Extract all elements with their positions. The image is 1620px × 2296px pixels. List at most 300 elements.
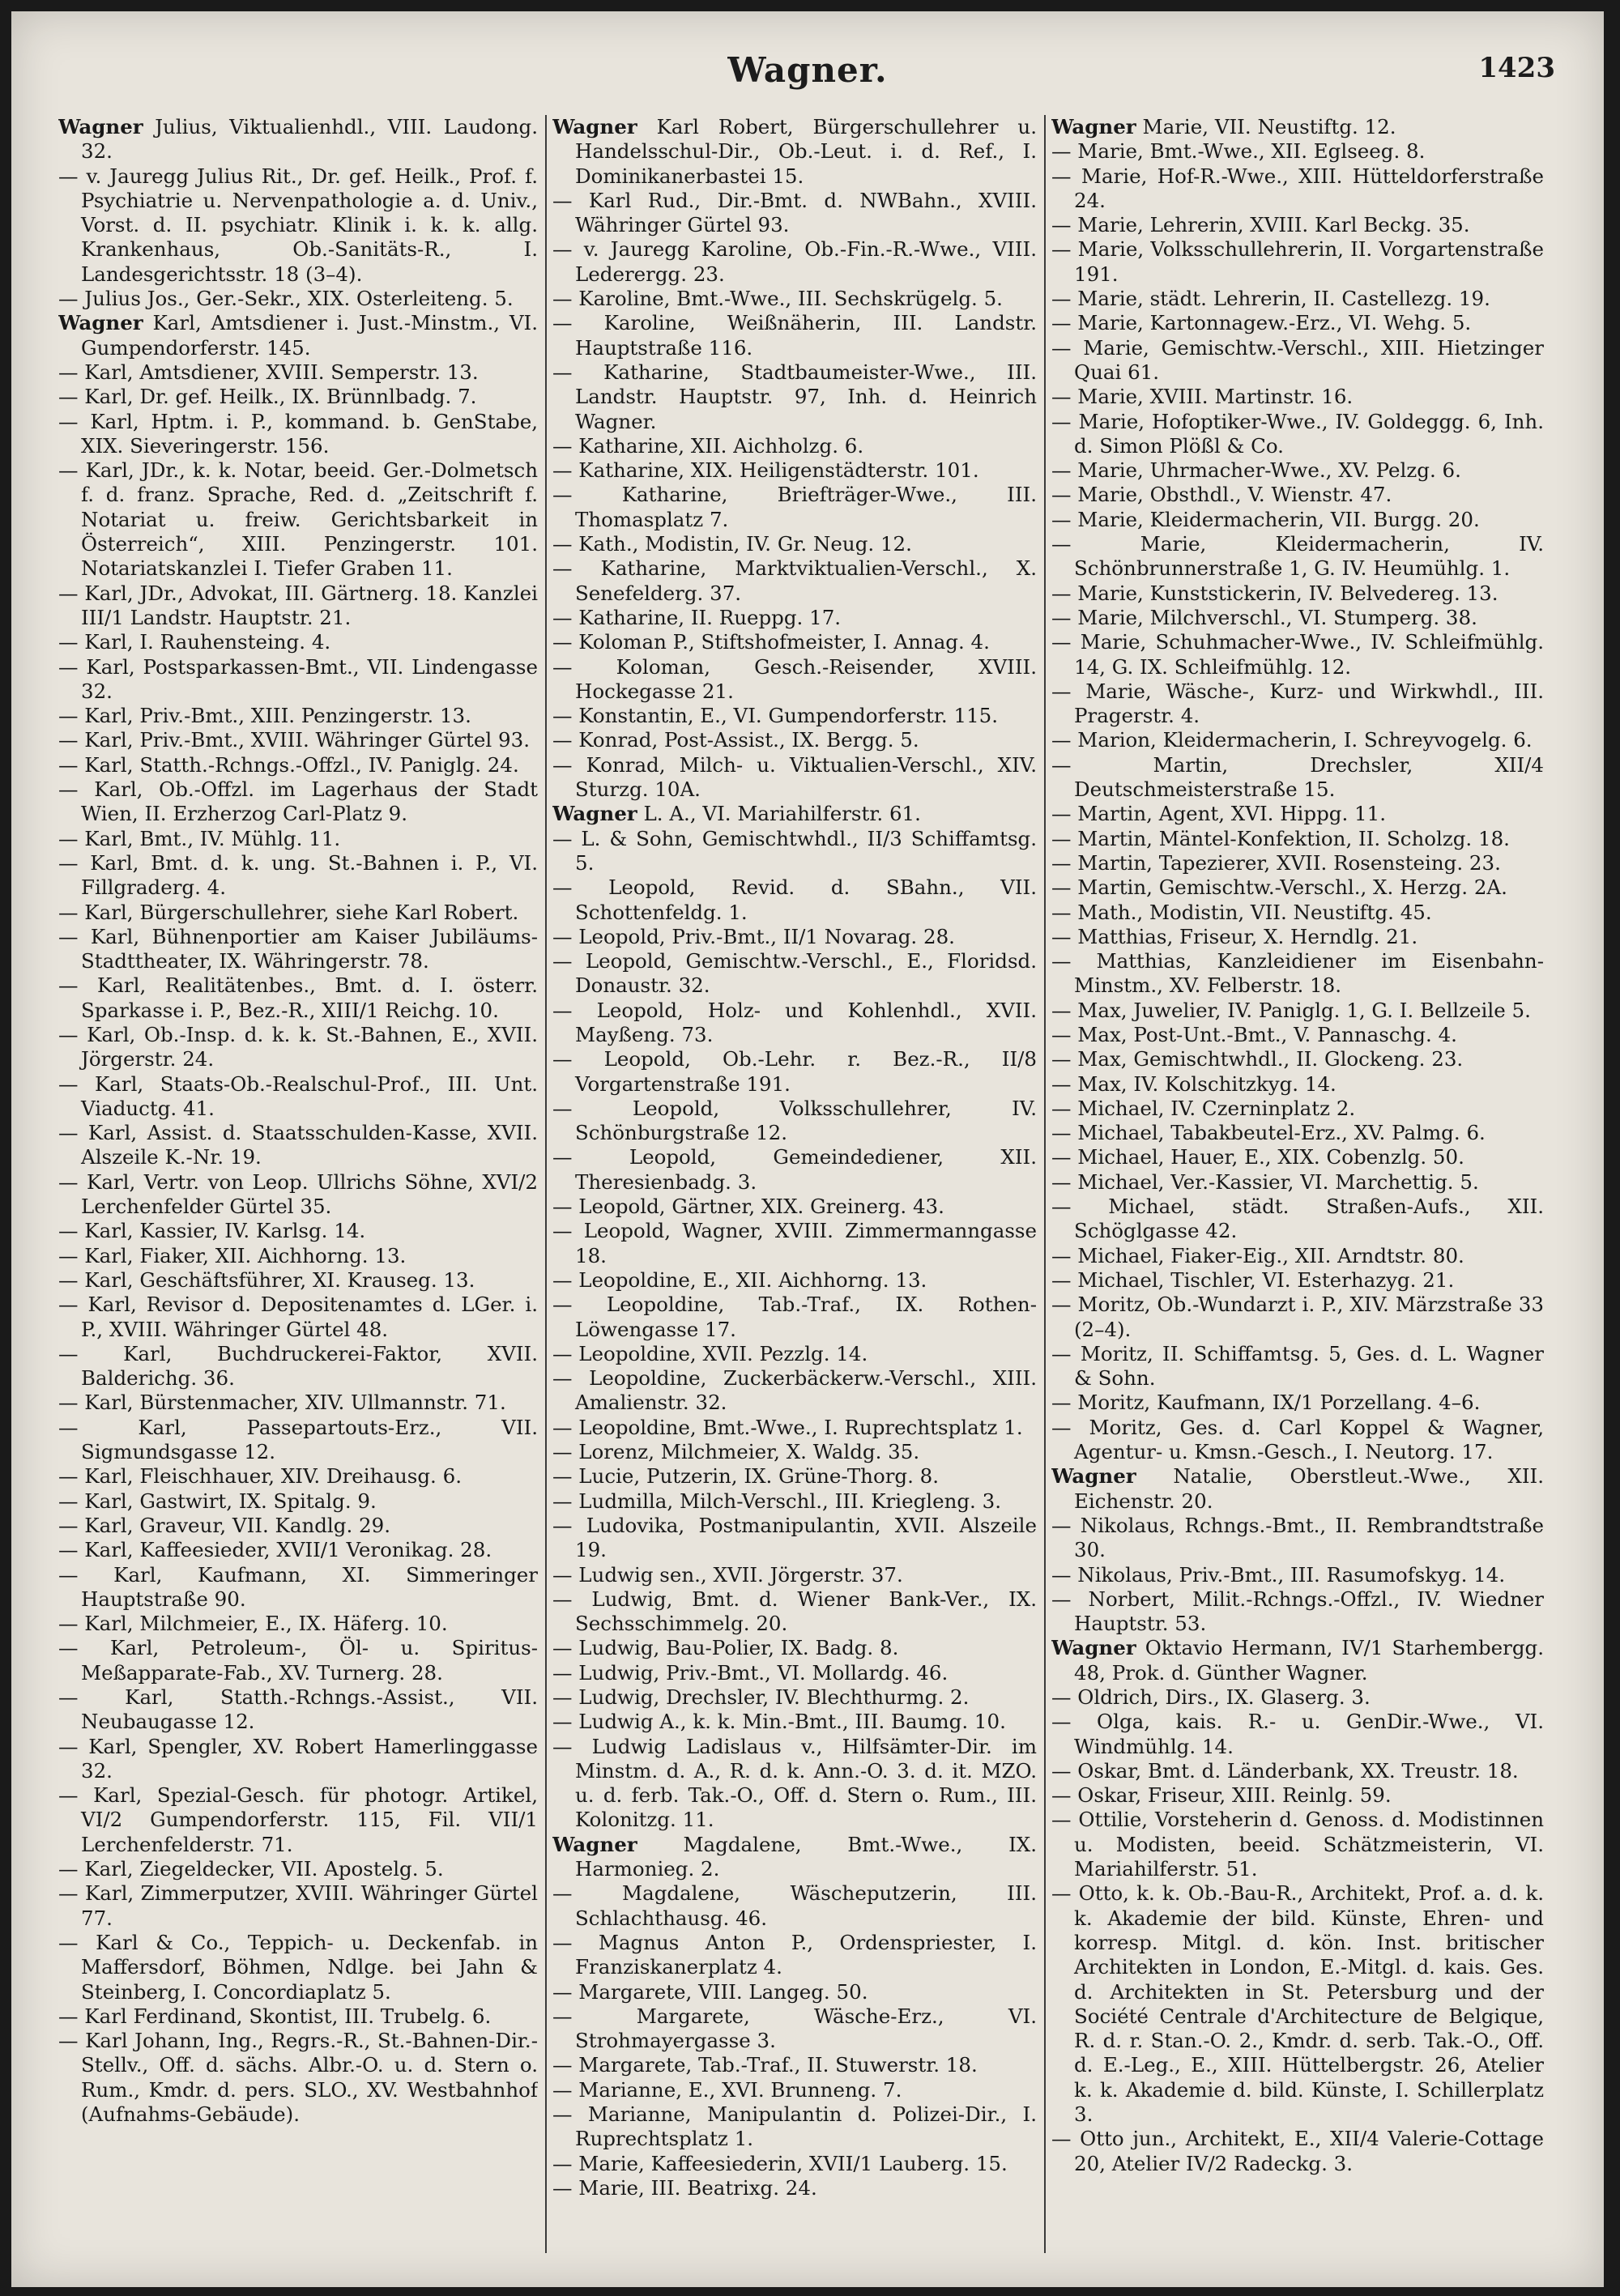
entry-text: — Nikolaus, Rchngs.-Bmt., II. Rembrandtstraße 30.	[1051, 1513, 1544, 1562]
entry-text: — Ludwig, Drechsler, IV. Blechthurmg. 2.	[552, 1685, 970, 1709]
directory-entry	[58, 1636, 538, 1685]
directory-entry	[552, 360, 1037, 434]
directory-entry	[1051, 1808, 1544, 1881]
directory-entry	[552, 1097, 1037, 1146]
directory-entry	[1051, 532, 1544, 581]
directory-entry	[58, 1685, 538, 1735]
entry-text: — v. Jauregg Julius Rit., Dr. gef. Heilk., Prof. f. Psychiatrie u. Nervenpathologie a. d. Univ., Vorst. d. II. psychiatr. Klinik i. k. k. allg. Krankenhaus, Ob.-Sanitäts-R., I. Landesgerichtsstr. 18 (3–4).	[58, 164, 538, 286]
entry-text: — Karl, Fiaker, XII. Aichhorng. 13.	[58, 1243, 407, 1267]
entry-text: — Katharine, XIX. Heiligenstädterstr. 101.	[552, 458, 979, 483]
directory-entry	[1051, 1759, 1544, 1783]
directory-entry	[552, 1931, 1037, 1980]
directory-entry	[1051, 164, 1544, 214]
entry-text: — Karl, Amtsdiener, XVIII. Semperstr. 13.	[58, 360, 479, 384]
entry-text: — Karl, Bürgerschullehrer, siehe Karl Robert.	[58, 900, 519, 924]
entry-text: — Karl, Dr. gef. Heilk., IX. Brünnlbadg. 7.	[58, 385, 477, 409]
entry-text: Karl, Amtsdiener i. Just.-Minstm., VI. Gumpendorferstr. 145.	[81, 311, 538, 360]
entry-text: — Karl, Statth.-Rchngs.-Offzl., IV. Paniglg. 24.	[58, 752, 519, 777]
directory-entry	[1051, 213, 1544, 237]
directory-entry	[1051, 1145, 1544, 1169]
directory-entry	[58, 777, 538, 827]
directory-entry	[1051, 1047, 1544, 1071]
entry-text: — Karl, Kaufmann, XI. Simmeringer Hauptstraße 90.	[58, 1562, 538, 1611]
directory-entry	[58, 704, 538, 728]
entry-text: — Ludwig, Priv.-Bmt., VI. Mollardg. 46.	[552, 1660, 949, 1685]
column-2	[552, 115, 1037, 2261]
directory-entry	[1051, 287, 1544, 311]
directory-entry	[552, 1293, 1037, 1342]
directory-entry	[552, 2053, 1037, 2077]
directory-entry	[552, 1342, 1037, 1366]
entry-text: — Math., Modistin, VII. Neustiftg. 45.	[1051, 900, 1432, 924]
directory-entry	[58, 827, 538, 851]
entry-text: — Karl, Spezial-Gesch. für photogr. Artikel, VI/2 Gumpendorferstr. 115, Fil. VII/1 Lerchenfelderstr. 71.	[58, 1783, 538, 1856]
directory-entry	[58, 1514, 538, 1538]
directory-entry	[552, 189, 1037, 238]
directory-entry	[1051, 311, 1544, 335]
directory-entry	[552, 753, 1037, 803]
entry-text: — Leopold, Wagner, XVIII. Zimmermanngasse 18.	[552, 1219, 1037, 1267]
directory-entry	[1051, 581, 1544, 606]
entry-text: — Karl Ferdinand, Skontist, III. Trubelg. 6.	[58, 2004, 492, 2028]
directory-entry	[552, 2152, 1037, 2176]
directory-entry	[1051, 1563, 1544, 1587]
directory-entry	[58, 1735, 538, 1784]
directory-entry	[58, 115, 538, 164]
entry-text: — Karl, Bmt., IV. Mühlg. 11.	[58, 826, 341, 850]
entry-text: — Nikolaus, Priv.-Bmt., III. Rasumofskyg. 14.	[1051, 1562, 1506, 1587]
directory-entry	[1051, 679, 1544, 729]
entry-text: — Karl, Assist. d. Staatsschulden-Kasse, XVII. Alszeile K.-Nr. 19.	[58, 1121, 538, 1169]
directory-entry	[552, 1416, 1037, 1440]
entry-text: — Kath., Modistin, IV. Gr. Neug. 12.	[552, 532, 912, 556]
directory-entry	[1051, 827, 1544, 851]
entry-text: — Katharine, XII. Aichholzg. 6.	[552, 433, 864, 458]
directory-entry	[1051, 483, 1544, 507]
entry-text: — Leopold, Priv.-Bmt., II/1 Novarag. 28.	[552, 924, 955, 948]
directory-entry	[552, 1636, 1037, 1660]
entry-text: — Karl, Fleischhauer, XIV. Dreihausg. 6.	[58, 1464, 462, 1489]
entry-text: — Leopoldine, Zuckerbäckerw.-Verschl., XIII. Amalienstr. 32.	[552, 1366, 1037, 1415]
directory-entry	[552, 2078, 1037, 2102]
directory-entry	[58, 1881, 538, 1931]
entry-text: — Marion, Kleidermacherin, I. Schreyvogelg. 6.	[1051, 728, 1533, 752]
entry-text: — Martin, Mäntel-Konfektion, II. Scholzg. 18.	[1051, 826, 1510, 850]
directory-entry	[1051, 410, 1544, 459]
entry-text: — Katharine, Stadtbaumeister-Wwe., III. Landstr. Hauptstr. 97, Inh. d. Heinrich Wagner.	[552, 360, 1037, 433]
entry-text: — Marie, Gemischtw.-Verschl., XIII. Hietzinger Quai 61.	[1051, 335, 1544, 384]
entry-text: — Koloman P., Stiftshofmeister, I. Annag. 4.	[552, 630, 990, 654]
directory-entry	[1051, 1464, 1544, 1514]
entry-text: — Leopold, Gemeindediener, XII. Theresienbadg. 3.	[552, 1145, 1037, 1194]
directory-entry	[58, 1857, 538, 1881]
entry-text: — Marie, XVIII. Martinstr. 16.	[1051, 385, 1354, 409]
entry-text: — Moritz, Kaufmann, IX/1 Porzellang. 4–6.	[1051, 1391, 1481, 1415]
entry-text: — Karl, Petroleum-, Öl- u. Spiritus-Meßapparate-Fab., XV. Turnerg. 28.	[58, 1636, 538, 1685]
directory-entry	[552, 1219, 1037, 1268]
directory-entry	[1051, 606, 1544, 630]
entry-text: — Karl, Buchdruckerei-Faktor, XVII. Balderichg. 36.	[58, 1341, 538, 1391]
entry-text: — Marie, Obsthdl., V. Wienstr. 47.	[1051, 483, 1392, 507]
entry-text: — Koloman, Gesch.-Reisender, XVIII. Hockegasse 21.	[552, 654, 1037, 703]
entry-text: — Karl, Bürstenmacher, XIV. Ullmannstr. 71.	[58, 1391, 506, 1415]
directory-entry	[1051, 1685, 1544, 1710]
entry-text: — Konstantin, E., VI. Gumpendorferstr. 115.	[552, 704, 999, 728]
directory-entry	[58, 728, 538, 752]
entry-text: — Karl, Revisor d. Depositenamtes d. LGer. i. P., XVIII. Währinger Gürtel 48.	[58, 1293, 538, 1341]
directory-entry	[58, 311, 538, 360]
entry-text: — Leopold, Volksschullehrer, IV. Schönburgstraße 12.	[552, 1096, 1037, 1145]
directory-entry	[58, 630, 538, 654]
entry-text: — Karl, Passepartouts-Erz., VII. Sigmundsgasse 12.	[58, 1415, 538, 1464]
entry-text: — Karl, Hptm. i. P., kommand. b. GenStabe, XIX. Sieveringerstr. 156.	[58, 409, 538, 458]
entry-text: — Konrad, Post-Assist., IX. Bergg. 5.	[552, 728, 919, 752]
directory-entry	[552, 606, 1037, 630]
entry-surname: Wagner	[552, 802, 637, 826]
directory-entry	[1051, 1268, 1544, 1293]
entry-text: — Marie, Wäsche-, Kurz- und Wirkwhdl., III. Pragerstr. 4.	[1051, 679, 1544, 728]
directory-entry	[1051, 1587, 1544, 1637]
entry-text: — Lucie, Putzerin, IX. Grüne-Thorg. 8.	[552, 1464, 940, 1489]
directory-entry	[1051, 925, 1544, 949]
directory-entry	[1051, 802, 1544, 826]
directory-entry	[58, 901, 538, 925]
entry-text: — Lorenz, Milchmeier, X. Waldg. 35.	[552, 1440, 920, 1464]
directory-entry	[552, 655, 1037, 705]
directory-entry	[58, 851, 538, 901]
directory-entry	[58, 1563, 538, 1612]
entry-text: — Martin, Tapezierer, XVII. Rosensteing. 23.	[1051, 850, 1501, 875]
directory-entry	[58, 1219, 538, 1243]
directory-entry	[58, 458, 538, 581]
directory-entry	[58, 1783, 538, 1857]
directory-entry	[552, 532, 1037, 556]
directory-entry	[58, 287, 538, 311]
entry-text: — Katharine, II. Rueppg. 17.	[552, 605, 842, 629]
directory-entry	[58, 1931, 538, 2004]
entry-text: — Karl, Priv.-Bmt., XVIII. Währinger Gürtel 93.	[58, 728, 530, 752]
entry-text: — Karl, Graveur, VII. Kandlg. 29.	[58, 1513, 390, 1537]
directory-entry	[552, 2102, 1037, 2152]
entry-text: — Max, Post-Unt.-Bmt., V. Pannaschg. 4.	[1051, 1022, 1457, 1046]
directory-entry	[1051, 1514, 1544, 1563]
entry-text: — Max, Juwelier, IV. Paniglg. 1, G. I. Bellzeile 5.	[1051, 998, 1531, 1022]
entry-text: — Karl, Gastwirt, IX. Spitalg. 9.	[58, 1489, 377, 1513]
entry-text: — Marie, städt. Lehrerin, II. Castellezg. 19.	[1051, 287, 1490, 311]
entry-text: Marie, VII. Neustiftg. 12.	[1142, 115, 1396, 138]
entry-surname: Wagner	[552, 115, 637, 138]
directory-entry	[1051, 753, 1544, 803]
directory-entry	[58, 655, 538, 705]
entry-text: — Michael, Hauer, E., XIX. Cobenzlg. 50.	[1051, 1145, 1464, 1169]
directory-entry	[1051, 1097, 1544, 1121]
entry-text: — Matthias, Kanzleidiener im Eisenbahn-Minstm., XV. Felberstr. 18.	[1051, 949, 1544, 998]
directory-entry	[552, 875, 1037, 925]
entry-text: — Karl Rud., Dir.-Bmt. d. NWBahn., XVIII. Währinger Gürtel 93.	[552, 188, 1037, 237]
entry-text: — Karoline, Weißnäherin, III. Landstr. Hauptstraße 116.	[552, 311, 1037, 360]
directory-entry	[1051, 901, 1544, 925]
directory-entry	[1051, 1195, 1544, 1244]
directory-entry	[552, 2176, 1037, 2200]
directory-entry	[552, 1587, 1037, 1637]
entry-text: — Michael, Ver.-Kassier, VI. Marchettig. 5.	[1051, 1169, 1479, 1194]
directory-entry	[1051, 949, 1544, 999]
entry-text: — Olga, kais. R.- u. GenDir.-Wwe., VI. Windmühlg. 14.	[1051, 1710, 1544, 1758]
directory-entry	[552, 1514, 1037, 1563]
entry-surname: Wagner	[552, 1832, 637, 1856]
entry-text: — Michael, städt. Straßen-Aufs., XII. Schöglgasse 42.	[1051, 1195, 1544, 1243]
directory-entry	[1051, 1783, 1544, 1808]
entry-text: — Ludwig Ladislaus v., Hilfsämter-Dir. im Minstm. d. A., R. d. k. Ann.-O. 3. d. it. MZO. u. d. ferb. Tak.-O., Off. d. Stern o. Rum., III. Kolonitzg. 11.	[552, 1734, 1037, 1832]
directory-entry	[552, 2004, 1037, 2054]
entry-text: Oktavio Hermann, IV/1 Starhembergg. 48, Prok. d. Günther Wagner.	[1074, 1636, 1544, 1685]
entry-text: L. A., VI. Mariahilferstr. 61.	[643, 802, 921, 826]
entry-text: — Oskar, Friseur, XIII. Reinlg. 59.	[1051, 1783, 1392, 1808]
entry-text: — Matthias, Friseur, X. Herndlg. 21.	[1051, 924, 1418, 948]
column-1	[58, 115, 538, 2261]
directory-entry	[1051, 1416, 1544, 1465]
entry-text: — Marie, Kartonnagew.-Erz., VI. Wehg. 5.	[1051, 311, 1472, 335]
entry-text: — Marie, Schuhmacher-Wwe., IV. Schleifmühlg. 14, G. IX. Schleifmühlg. 12.	[1051, 630, 1544, 679]
directory-entry	[552, 1464, 1037, 1489]
directory-entry	[552, 1563, 1037, 1587]
directory-entry	[552, 434, 1037, 458]
entry-text: — Ludovika, Postmanipulantin, XVII. Alszeile 19.	[552, 1513, 1037, 1562]
entry-text: — Marie, Hof-R.-Wwe., XIII. Hütteldorferstraße 24.	[1051, 164, 1544, 212]
directory-entry	[1051, 115, 1544, 139]
entry-text: — v. Jauregg Karoline, Ob.-Fin.-R.-Wwe., VIII. Lederergg. 23.	[552, 237, 1037, 286]
directory-entry	[1051, 1072, 1544, 1097]
entry-text: — Leopoldine, E., XII. Aichhorng. 13.	[552, 1267, 927, 1292]
directory-entry	[1051, 139, 1544, 164]
entry-text: — Leopold, Gemischtw.-Verschl., E., Floridsd. Donaustr. 32.	[552, 949, 1037, 998]
entry-text: Natalie, Oberstleut.-Wwe., XII. Eichenstr. 20.	[1074, 1464, 1544, 1513]
entry-text: — Karl, I. Rauhensteing. 4.	[58, 630, 331, 654]
entry-text: — Karl, JDr., k. k. Notar, beeid. Ger.-Dolmetsch f. d. franz. Sprache, Red. d. „Zeitschrift f. Notariat u. freiw. Gerichtsbarkeit in Österreich“, XIII. Penzingerstr. 101. Notariatskanzlei I. Tiefer Graben 11.	[58, 458, 538, 581]
directory-entry	[58, 360, 538, 385]
column-rule	[545, 115, 547, 2253]
directory-entry	[1051, 999, 1544, 1023]
entry-text: — Marianne, E., XVI. Brunneng. 7.	[552, 2077, 902, 2102]
entry-text: — Marie, Kaffeesiederin, XVII/1 Lauberg. 15.	[552, 2151, 1008, 2175]
directory-entry	[552, 827, 1037, 876]
column-3	[1051, 115, 1544, 2261]
directory-entry	[1051, 1170, 1544, 1195]
entry-text: — Leopoldine, XVII. Pezzlg. 14.	[552, 1341, 868, 1365]
entry-text: — Leopoldine, Tab.-Traf., IX. Rothen-Löwengasse 17.	[552, 1293, 1037, 1341]
directory-entry	[58, 1244, 538, 1268]
entry-text: — Leopold, Revid. d. SBahn., VII. Schottenfeldg. 1.	[552, 875, 1037, 924]
directory-entry	[552, 1268, 1037, 1293]
directory-entry	[58, 1538, 538, 1562]
entry-text: — Marie, Uhrmacher-Wwe., XV. Pelzg. 6.	[1051, 458, 1461, 483]
entry-text: Karl Robert, Bürgerschullehrer u. Handelsschul-Dir., Ob.-Leut. i. d. Ref., I. Dominikanerbastei 15.	[575, 115, 1037, 188]
entry-text: — Karl, Kassier, IV. Karlsg. 14.	[58, 1219, 366, 1243]
entry-text: — Margarete, Wäsche-Erz., VI. Strohmayergasse 3.	[552, 2004, 1037, 2053]
directory-entry	[58, 581, 538, 631]
directory-entry	[1051, 728, 1544, 752]
entry-text: — Marie, Lehrerin, XVIII. Karl Beckg. 35.	[1051, 213, 1470, 237]
directory-entry	[58, 1612, 538, 1636]
directory-entry	[552, 1366, 1037, 1416]
entry-text: — Karl, Geschäftsführer, XI. Krauseg. 13.	[58, 1267, 475, 1292]
directory-entry	[58, 1023, 538, 1072]
directory-entry	[552, 1685, 1037, 1710]
directory-entry	[552, 704, 1037, 728]
entry-text: — Karl, Postsparkassen-Bmt., VII. Lindengasse 32.	[58, 654, 538, 703]
entry-text: — Marie, Milchverschl., VI. Stumperg. 38.	[1051, 605, 1477, 629]
directory-entry	[552, 1489, 1037, 1514]
column-rule	[1044, 115, 1046, 2253]
entry-text: — Marie, Kunststickerin, IV. Belvedereg. 13.	[1051, 581, 1498, 605]
entry-text: — Karl, Ziegeldecker, VII. Apostelg. 5.	[58, 1857, 444, 1881]
entry-text: — Karl Johann, Ing., Regrs.-R., St.-Bahnen-Dir.-Stellv., Off. d. sächs. Albr.-O. u. d. Stern o. Rum., Kmdr. d. pers. SLO., XV. Westbahnhof (Aufnahms-Gebäude).	[58, 2029, 538, 2127]
entry-text: — Karl, Bmt. d. k. ung. St.-Bahnen i. P., VI. Fillgraderg. 4.	[58, 850, 538, 900]
directory-entry	[552, 237, 1037, 287]
directory-entry	[58, 2004, 538, 2029]
directory-entry	[58, 1342, 538, 1391]
entry-text: — Ludmilla, Milch-Verschl., III. Kriegleng. 3.	[552, 1489, 1002, 1513]
entry-text: — Marie, Volksschullehrerin, II. Vorgartenstraße 191.	[1051, 237, 1544, 286]
entry-text: — Moritz, Ob.-Wundarzt i. P., XIV. Märzstraße 33 (2–4).	[1051, 1293, 1544, 1341]
directory-entry	[1051, 1391, 1544, 1415]
entry-text: — Ludwig A., k. k. Min.-Bmt., III. Baumg. 10.	[552, 1710, 1006, 1734]
directory-entry	[552, 1980, 1037, 2004]
entry-text: — Ludwig, Bau-Polier, IX. Badg. 8.	[552, 1636, 899, 1660]
directory-entry	[58, 2029, 538, 2127]
entry-text: — Ludwig, Bmt. d. Wiener Bank-Ver., IX. Sechsschimmelg. 20.	[552, 1587, 1037, 1636]
entry-text: — Otto jun., Architekt, E., XII/4 Valerie-Cottage 20, Atelier IV/2 Radeckg. 3.	[1051, 2127, 1544, 2175]
entry-text: — Karl, Vertr. von Leop. Ullrichs Söhne, XVI/2 Lerchenfelder Gürtel 35.	[58, 1169, 538, 1219]
entry-text: — Karl, Priv.-Bmt., XIII. Penzingerstr. 13.	[58, 704, 471, 728]
entry-text: — Magdalene, Wäscheputzerin, III. Schlachthausg. 46.	[552, 1881, 1037, 1930]
entry-text: — Margarete, VIII. Langeg. 50.	[552, 1979, 868, 2004]
entry-text: — Oldrich, Dirs., IX. Glaserg. 3.	[1051, 1685, 1371, 1709]
entry-surname: Wagner	[1051, 1636, 1136, 1660]
directory-entry	[552, 802, 1037, 826]
entry-surname: Wagner	[1051, 1464, 1136, 1489]
directory-entry	[552, 1047, 1037, 1097]
entry-surname: Wagner	[58, 115, 143, 138]
entry-text: — Martin, Agent, XVI. Hippg. 11.	[1051, 802, 1386, 826]
entry-text: — Martin, Drechsler, XII/4 Deutschmeisterstraße 15.	[1051, 752, 1544, 802]
directory-entry	[58, 1170, 538, 1220]
entry-text: — Karl, JDr., Advokat, III. Gärtnerg. 18. Kanzlei III/1 Landstr. Hauptstr. 21.	[58, 581, 538, 629]
directory-entry	[58, 1072, 538, 1122]
directory-entry	[1051, 458, 1544, 483]
directory-entry	[1051, 1636, 1544, 1685]
directory-entry	[552, 483, 1037, 532]
directory-entry	[58, 385, 538, 409]
directory-entry	[1051, 1710, 1544, 1759]
directory-entry	[58, 1293, 538, 1342]
entry-text: — Moritz, Ges. d. Carl Koppel & Wagner, Agentur- u. Kmsn.-Gesch., I. Neutorg. 17.	[1051, 1415, 1544, 1464]
entry-text: — Margarete, Tab.-Traf., II. Stuwerstr. 18.	[552, 2053, 978, 2077]
directory-entry	[552, 311, 1037, 360]
directory-entry	[58, 1121, 538, 1170]
entry-text: — Karl, Spengler, XV. Robert Hamerlinggasse 32.	[58, 1734, 538, 1783]
directory-entry	[552, 1881, 1037, 1931]
entry-text: — L. & Sohn, Gemischtwhdl., II/3 Schiffamtsg. 5.	[552, 826, 1037, 875]
entry-text: — Marie, III. Beatrixg. 24.	[552, 2175, 817, 2200]
directory-entry	[1051, 875, 1544, 900]
directory-entry	[552, 630, 1037, 654]
directory-entry	[58, 973, 538, 1023]
entry-text: — Moritz, II. Schiffamtsg. 5, Ges. d. L. Wagner & Sohn.	[1051, 1341, 1544, 1391]
entry-text: — Michael, Tischler, VI. Esterhazyg. 21.	[1051, 1267, 1455, 1292]
page-number: 1423	[1478, 52, 1555, 84]
directory-entry	[58, 1489, 538, 1514]
entry-text: — Magnus Anton P., Ordenspriester, I. Franziskanerplatz 4.	[552, 1930, 1037, 1979]
entry-text: — Karl, Milchmeier, E., IX. Häferg. 10.	[58, 1612, 448, 1636]
directory-entry	[552, 1833, 1037, 1882]
directory-entry	[552, 1145, 1037, 1195]
entry-text: — Katharine, Briefträger-Wwe., III. Thomasplatz 7.	[552, 483, 1037, 531]
entry-text: — Max, Gemischtwhdl., II. Glockeng. 23.	[1051, 1047, 1464, 1071]
directory-entry	[552, 1661, 1037, 1685]
directory-page	[11, 11, 1604, 2287]
directory-entry	[58, 164, 538, 287]
entry-text: — Marie, Hofoptiker-Wwe., IV. Goldeggg. 6, Inh. d. Simon Plößl & Co.	[1051, 409, 1544, 458]
entry-text: — Norbert, Milit.-Rchngs.-Offzl., IV. Wiedner Hauptstr. 53.	[1051, 1587, 1544, 1636]
entry-text: — Karl, Statth.-Rchngs.-Assist., VII. Neubaugasse 12.	[58, 1685, 538, 1734]
directory-entry	[58, 1416, 538, 1465]
entry-text: — Konrad, Milch- u. Viktualien-Verschl., XIV. Sturzg. 10A.	[552, 752, 1037, 802]
entry-text: — Karl, Ob.-Offzl. im Lagerhaus der Stadt Wien, II. Erzherzog Carl-Platz 9.	[58, 777, 538, 826]
entry-text: — Max, IV. Kolschitzkyg. 14.	[1051, 1071, 1336, 1096]
entry-text: — Leopold, Ob.-Lehr. r. Bez.-R., II/8 Vorgartenstraße 191.	[552, 1047, 1037, 1096]
entry-text: — Julius Jos., Ger.-Sekr., XIX. Osterleiteng. 5.	[58, 287, 514, 311]
entry-text: — Leopold, Gärtner, XIX. Greinerg. 43.	[552, 1195, 944, 1219]
entry-text: Magdalene, Bmt.-Wwe., IX. Harmonieg. 2.	[575, 1832, 1037, 1881]
directory-entry	[552, 1735, 1037, 1833]
directory-entry	[552, 1195, 1037, 1219]
entry-text: — Karoline, Bmt.-Wwe., III. Sechskrügelg. 5.	[552, 287, 1003, 311]
entry-text: — Karl, Staats-Ob.-Realschul-Prof., III. Unt. Viaductg. 41.	[58, 1071, 538, 1120]
entry-text: — Marianne, Manipulantin d. Polizei-Dir., I. Ruprechtsplatz 1.	[552, 2102, 1037, 2151]
directory-entry	[552, 1710, 1037, 1734]
directory-entry	[1051, 1121, 1544, 1145]
entry-text: — Martin, Gemischtw.-Verschl., X. Herzg. 2A.	[1051, 875, 1507, 900]
entry-text: — Karl, Kaffeesieder, XVII/1 Veronikag. 28.	[58, 1538, 492, 1562]
entry-text: — Oskar, Bmt. d. Länderbank, XX. Treustr. 18.	[1051, 1758, 1519, 1783]
entry-text: — Ludwig sen., XVII. Jörgerstr. 37.	[552, 1562, 903, 1587]
entry-text: — Michael, IV. Czerninplatz 2.	[1051, 1096, 1356, 1120]
directory-entry	[552, 1440, 1037, 1464]
entry-text: — Karl, Realitätenbes., Bmt. d. I. österr. Sparkasse i. P., Bez.-R., XIII/1 Reichg. 10.	[58, 973, 538, 1022]
entry-text: — Karl, Bühnenportier am Kaiser Jubiläums-Stadttheater, IX. Währingerstr. 78.	[58, 924, 538, 973]
entry-text: — Marie, Bmt.-Wwe., XII. Eglseeg. 8.	[1051, 139, 1426, 164]
directory-entry	[58, 410, 538, 459]
directory-entry	[1051, 851, 1544, 875]
entry-text: — Ottilie, Vorsteherin d. Genoss. d. Modistinnen u. Modisten, beeid. Schätzmeisterin, VI. Mariahilferstr. 51.	[1051, 1808, 1544, 1881]
directory-entry	[552, 556, 1037, 606]
directory-entry	[1051, 1881, 1544, 2127]
directory-entry	[1051, 237, 1544, 287]
entry-text: — Leopold, Holz- und Kohlenhdl., XVII. Mayßeng. 73.	[552, 998, 1037, 1046]
entry-text: — Karl, Zimmerputzer, XVIII. Währinger Gürtel 77.	[58, 1881, 538, 1930]
entry-text: — Marie, Kleidermacherin, VII. Burgg. 20.	[1051, 507, 1480, 531]
entry-text: — Marie, Kleidermacherin, IV. Schönbrunnerstraße 1, G. IV. Heumühlg. 1.	[1051, 532, 1544, 581]
directory-entry	[1051, 508, 1544, 532]
entry-text: — Leopoldine, Bmt.-Wwe., I. Ruprechtsplatz 1.	[552, 1415, 1023, 1439]
directory-entry	[1051, 385, 1544, 409]
directory-entry	[552, 999, 1037, 1048]
directory-entry	[552, 925, 1037, 949]
directory-entry	[1051, 336, 1544, 386]
directory-entry	[1051, 630, 1544, 679]
entry-text: — Karl, Ob.-Insp. d. k. k. St.-Bahnen, E., XVII. Jörgerstr. 24.	[58, 1022, 538, 1071]
